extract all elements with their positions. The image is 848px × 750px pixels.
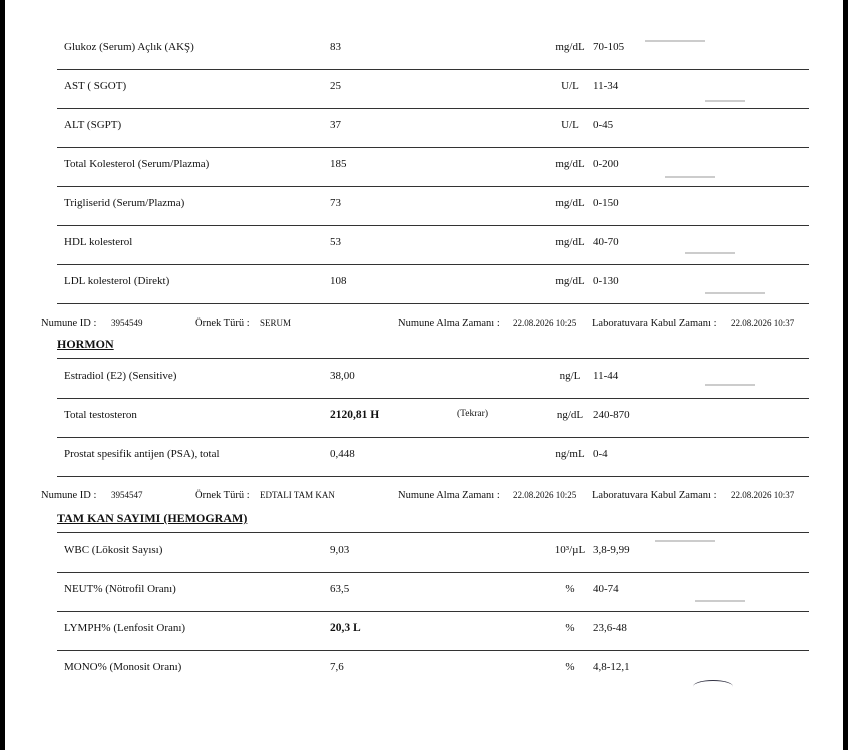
- section-divider: [57, 358, 809, 359]
- test-ref: 0-150: [593, 197, 619, 209]
- table-row: [57, 187, 809, 226]
- test-note: (Tekrar): [457, 409, 488, 419]
- test-ref: 0-200: [593, 158, 619, 170]
- test-unit: U/L: [561, 119, 579, 131]
- sample-info-hemogram: [41, 490, 821, 504]
- test-value: 108: [330, 275, 347, 287]
- table-row: [57, 360, 809, 399]
- ornek-turu: SERUM: [260, 318, 292, 328]
- table-row: [57, 399, 809, 438]
- test-unit: mg/dL: [555, 197, 585, 209]
- test-value: 0,448: [330, 448, 355, 460]
- pen-scribble: [693, 680, 733, 693]
- test-name: NEUT% (Nötrofil Oranı): [64, 583, 176, 595]
- test-unit: mg/dL: [555, 158, 585, 170]
- test-value: 25: [330, 80, 341, 92]
- test-unit: mg/dL: [555, 41, 585, 53]
- test-value: 7,6: [330, 661, 344, 673]
- section-title-hormon: HORMON: [57, 337, 114, 351]
- test-name: Total Kolesterol (Serum/Plazma): [64, 158, 210, 170]
- test-value: 53: [330, 236, 341, 248]
- test-ref: 0-130: [593, 275, 619, 287]
- alma-zamani-label: Numune Alma Zamanı :: [398, 318, 500, 329]
- table-row: [57, 70, 809, 109]
- test-unit: 10³/µL: [554, 544, 586, 556]
- test-value: 185: [330, 158, 347, 170]
- test-name: MONO% (Monosit Oranı): [64, 661, 182, 673]
- table-row: [57, 612, 809, 651]
- test-value: 9,03: [330, 544, 350, 556]
- kabul-zamani-label: Laboratuvara Kabul Zamanı :: [592, 318, 717, 329]
- test-unit: ng/L: [559, 370, 581, 382]
- test-value: 83: [330, 41, 341, 53]
- test-ref: 40-70: [593, 236, 619, 248]
- test-ref: 0-4: [593, 448, 608, 460]
- test-ref: 11-34: [593, 80, 619, 92]
- numune-id-label: Numune ID :: [41, 490, 97, 501]
- test-name: Total testosteron: [64, 409, 137, 421]
- test-name: Glukoz (Serum) Açlık (AKŞ): [64, 41, 194, 53]
- test-name: WBC (Lökosit Sayısı): [64, 544, 163, 556]
- numune-id: 3954547: [111, 490, 143, 500]
- test-ref: 0-45: [593, 119, 614, 131]
- test-name: ALT (SGPT): [64, 119, 122, 131]
- lab-report-page: [5, 0, 843, 750]
- alma-zamani-label: Numune Alma Zamanı :: [398, 490, 500, 501]
- ornek-turu-label: Örnek Türü :: [195, 318, 250, 329]
- test-name: Prostat spesifik antijen (PSA), total: [64, 448, 220, 460]
- ornek-turu-label: Örnek Türü :: [195, 490, 250, 501]
- test-unit: U/L: [561, 80, 579, 92]
- test-ref: 40-74: [593, 583, 619, 595]
- section-divider: [57, 532, 809, 533]
- test-unit: ng/mL: [555, 448, 585, 460]
- test-ref: 70-105: [593, 41, 625, 53]
- test-name: LYMPH% (Lenfosit Oranı): [64, 622, 186, 634]
- test-value: 73: [330, 197, 341, 209]
- test-value: 38,00: [330, 370, 355, 382]
- test-unit: %: [565, 661, 575, 673]
- test-ref: 4,8-12,1: [593, 661, 630, 673]
- test-ref: 11-44: [593, 370, 619, 382]
- test-ref: 3,8-9,99: [593, 544, 630, 556]
- alma-zamani: 22.08.2026 10:25: [513, 490, 577, 500]
- test-unit: ng/dL: [556, 409, 584, 421]
- kabul-zamani: 22.08.2026 10:37: [731, 490, 795, 500]
- sample-info-hormon: [41, 318, 821, 332]
- test-value-flagged: 20,3 L: [330, 622, 361, 634]
- table-row: [57, 265, 809, 304]
- test-unit: mg/dL: [555, 236, 585, 248]
- table-row: [57, 573, 809, 612]
- table-row: [57, 109, 809, 148]
- test-value-flagged: 2120,81 H: [330, 409, 380, 421]
- kabul-zamani: 22.08.2026 10:37: [731, 318, 795, 328]
- test-name: AST ( SGOT): [64, 80, 127, 92]
- test-unit: mg/dL: [555, 275, 585, 287]
- test-name: LDL kolesterol (Direkt): [64, 275, 170, 287]
- test-unit: %: [565, 622, 575, 634]
- test-ref: 240-870: [593, 409, 630, 421]
- test-name: Estradiol (E2) (Sensitive): [64, 370, 177, 382]
- table-row: [57, 31, 809, 70]
- numune-id-label: Numune ID :: [41, 318, 97, 329]
- test-value: 37: [330, 119, 341, 131]
- table-row: [57, 226, 809, 265]
- section-title-hemogram: TAM KAN SAYIMI (HEMOGRAM): [57, 511, 248, 525]
- test-name: Trigliserid (Serum/Plazma): [64, 197, 185, 209]
- test-ref: 23,6-48: [593, 622, 627, 634]
- table-row: [57, 438, 809, 477]
- test-unit: %: [565, 583, 575, 595]
- numune-id: 3954549: [111, 318, 143, 328]
- table-row: [57, 148, 809, 187]
- test-name: HDL kolesterol: [64, 236, 133, 248]
- kabul-zamani-label: Laboratuvara Kabul Zamanı :: [592, 490, 717, 501]
- alma-zamani: 22.08.2026 10:25: [513, 318, 577, 328]
- test-value: 63,5: [330, 583, 350, 595]
- ornek-turu: EDTALI TAM KAN: [260, 490, 335, 500]
